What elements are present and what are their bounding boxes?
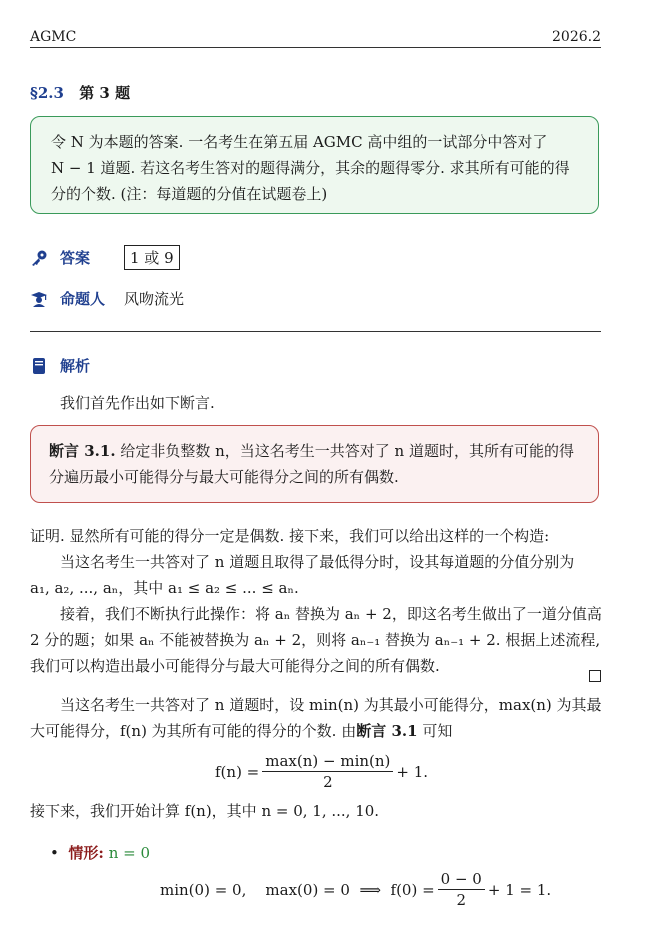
qed-square — [589, 670, 601, 682]
proof-line-1: 证明. 显然所有可能的得分一定是偶数. 接下来，我们可以给出这样的一个构造: — [30, 527, 550, 545]
author-value: 风吻流光 — [124, 290, 185, 308]
claim-box — [30, 425, 599, 503]
claim-line-2: 分遍历最小可能得分与最大可能得分之间的所有偶数. — [49, 468, 399, 486]
header-rule — [30, 47, 601, 48]
proof-line-4: 接着，我们不断执行此操作：将 aₙ 替换为 aₙ + 2，即这名考生做出了一道分值高 — [60, 605, 602, 623]
formula-1-fraction — [262, 752, 393, 791]
claim-line-1: 给定非负整数 n，当这名考生一共答对了 n 道题时，其所有可能的得 — [115, 442, 574, 460]
formula-2-rhs: + 1 = 1. — [487, 880, 552, 899]
answer-row — [30, 245, 180, 270]
proof-line-6: 我们可以构造出最小可能得分与最大可能得分之间的所有偶数. — [30, 657, 440, 675]
analysis-row — [30, 355, 124, 376]
proof-line-5: 2 分的题；如果 aₙ 不能被替换为 aₙ + 2，则将 aₙ₋₁ 替换为 aₙ₋₁ + 2. 根据上述流程, — [30, 631, 601, 649]
problem-line-3: 分的个数. (注：每道题的分值在试题卷上) — [51, 185, 328, 203]
paragraph-line-2c: 可知 — [417, 722, 453, 740]
case-item — [50, 840, 150, 866]
answer-label: 答案 — [60, 249, 91, 267]
proof-line-2: 当这名考生一共答对了 n 道题且取得了最低得分时，设其每道题的分值分别为 — [60, 553, 575, 571]
proof-line-3: a₁, a₂, ..., aₙ，其中 a₁ ≤ a₂ ≤ ... ≤ aₙ. — [30, 579, 299, 597]
section-heading — [30, 82, 130, 103]
answer-value: 1 或 9 — [124, 245, 180, 270]
next-line: 接下来，我们开始计算 f(n)，其中 n = 0, 1, ..., 10. — [30, 802, 380, 820]
graduate-icon — [30, 290, 48, 308]
proof-block — [30, 523, 605, 679]
author-label: 命题人 — [60, 290, 106, 308]
analysis-intro: 我们首先作出如下断言. — [60, 394, 215, 412]
problem-box — [30, 116, 599, 214]
author-row — [30, 288, 184, 309]
problem-line-2: N − 1 道题. 若这名考生答对的题得满分，其余的题得零分. 求其所有可能的得 — [51, 159, 570, 177]
case-label: 情形: — [68, 844, 104, 862]
case-condition: n = 0 — [108, 844, 151, 862]
key-icon — [30, 249, 48, 267]
paragraph-line-1: 当这名考生一共答对了 n 道题时，设 min(n) 为其最小可能得分，max(n) 为其最 — [60, 696, 602, 714]
analysis-label: 解析 — [60, 357, 91, 375]
formula-2-fraction — [438, 870, 485, 909]
formula-2-denominator: 2 — [456, 891, 467, 909]
formula-1-lhs: f(n) = — [215, 762, 260, 781]
paragraph — [30, 692, 605, 744]
formula-case-0 — [160, 870, 551, 909]
section-title: 第 3 题 — [79, 84, 131, 102]
paragraph-line-2a: 大可能得分，f(n) 为其所有可能的得分的个数. 由 — [30, 722, 357, 740]
header-right: 2026.2 — [552, 29, 601, 45]
book-icon — [30, 357, 48, 375]
bullet: • — [50, 844, 69, 862]
claim-ref: 断言 3.1 — [356, 722, 418, 740]
formula-2-lhs: min(0) = 0, max(0) = 0 ⟹ f(0) = — [160, 880, 435, 899]
formula-2-numerator: 0 − 0 — [438, 870, 485, 890]
formula-1-denominator: 2 — [323, 773, 333, 791]
header-left: AGMC — [30, 29, 77, 45]
formula-1-numerator: max(n) − min(n) — [262, 752, 393, 772]
problem-line-1: 令 N 为本题的答案. 一名考生在第五届 AGMC 高中组的一试部分中答对了 — [51, 133, 548, 151]
section-divider — [30, 331, 601, 332]
claim-title: 断言 3.1. — [49, 442, 116, 460]
formula-f-n — [215, 752, 428, 791]
formula-1-rhs: + 1. — [396, 762, 429, 781]
section-number: §2.3 — [30, 84, 64, 102]
